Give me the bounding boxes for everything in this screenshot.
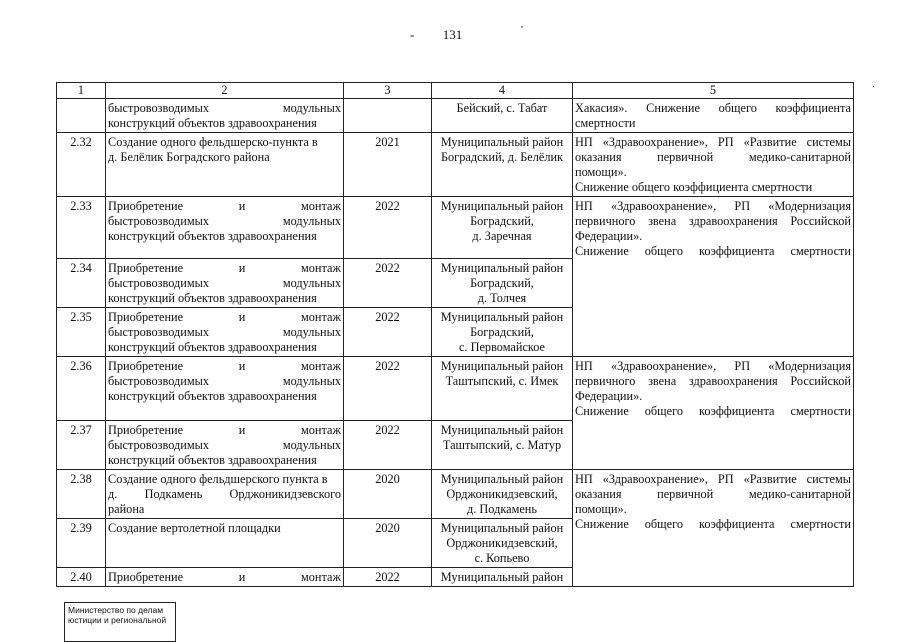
header-col-4: 4 [432,83,573,99]
cell-num: 2.34 [57,259,106,308]
cell-place: Муниципальный район [432,568,573,587]
stray-mark-2: . [872,78,875,90]
cell-num: 2.40 [57,568,106,587]
cell-year [344,99,432,133]
cell-year: 2022 [344,259,432,308]
cell-desc: Приобретение и монтаж быстровозводимых модульных конструкций объектов здравоохранения [106,421,344,470]
cell-note: Хакасия». Снижение общего коэффициента смертности [573,99,854,133]
cell-num: 2.37 [57,421,106,470]
registration-stamp [64,602,176,642]
cell-year: 2021 [344,133,432,197]
cell-num: 2.32 [57,133,106,197]
cell-note: НП «Здравоохранение», РП «Развитие системы оказания первичной медико-санитарной помощи». Снижение общего коэффициента смертности [573,133,854,197]
cell-num: 2.35 [57,308,106,357]
measures-table [56,82,854,587]
cell-place: Муниципальный район Таштыпский, с. Матур [432,421,573,470]
cell-place: Муниципальный район Боградский, д. Белёлик [432,133,573,197]
stray-mark: ' [521,24,523,36]
cell-num: 2.36 [57,357,106,421]
cell-place: Бейский, с. Табат [432,99,573,133]
page-number: 131 [442,27,463,42]
cell-place: Муниципальный район Боградский, д. Толчея [432,259,573,308]
page-dash: - [410,27,415,42]
cell-num: 2.39 [57,519,106,568]
cell-desc: Приобретение и монтаж быстровозводимых модульных конструкций объектов здравоохранения [106,357,344,421]
table-row-continuation [57,99,854,133]
cell-note: НП «Здравоохранение», РП «Модернизация первичного звена здравоохранения Российской Федерации». Снижение общего коэффициента смертности [573,197,854,357]
header-col-2: 2 [106,83,344,99]
cell-year: 2022 [344,421,432,470]
cell-desc: Приобретение и монтаж [106,568,344,587]
cell-desc: Создание одного фельдшерско-пункта в д. Белёлик Боградского района [106,133,344,197]
header-col-5: 5 [573,83,854,99]
cell-num [57,99,106,133]
cell-place: Муниципальный район Таштыпский, с. Имек [432,357,573,421]
table-row [57,197,854,259]
cell-place: Муниципальный район Боградский, с. Первомайское [432,308,573,357]
header-col-1: 1 [57,83,106,99]
header-col-3: 3 [344,83,432,99]
table-row [57,133,854,197]
table-row [57,357,854,421]
cell-note: НП «Здравоохранение», РП «Модернизация первичного звена здравоохранения Российской Федерации». Снижение общего коэффициента смертности [573,357,854,470]
cell-year: 2020 [344,470,432,519]
cell-desc: Создание вертолетной площадки [106,519,344,568]
cell-num: 2.33 [57,197,106,259]
cell-desc: Приобретение и монтаж быстровозводимых модульных конструкций объектов здравоохранения [106,259,344,308]
cell-year: 2022 [344,308,432,357]
cell-desc: Приобретение и монтаж быстровозводимых модульных конструкций объектов здравоохранения [106,197,344,259]
stamp-line-1: Министерство по делам [68,605,164,615]
cell-year: 2022 [344,357,432,421]
table-header-row [57,83,854,99]
cell-desc: быстровозводимых модульных конструкций объектов здравоохранения [106,99,344,133]
cell-place: Муниципальный район Орджоникидзевский, с. Копьево [432,519,573,568]
cell-year: 2022 [344,197,432,259]
cell-year: 2022 [344,568,432,587]
cell-desc: Приобретение и монтаж быстровозводимых модульных конструкций объектов здравоохранения [106,308,344,357]
cell-num: 2.38 [57,470,106,519]
cell-place: Муниципальный район Боградский, д. Заречная [432,197,573,259]
table-row [57,470,854,519]
stamp-line-2: юстиции и региональной [68,615,167,625]
cell-desc: Создание одного фельдшерского пункта в д. Подкамень Орджоникидзевского района [106,470,344,519]
cell-note: НП «Здравоохранение», РП «Развитие системы оказания первичной медико-санитарной помощи». Снижение общего коэффициента смертности [573,470,854,587]
cell-year: 2020 [344,519,432,568]
cell-place: Муниципальный район Орджоникидзевский, д. Подкамень [432,470,573,519]
